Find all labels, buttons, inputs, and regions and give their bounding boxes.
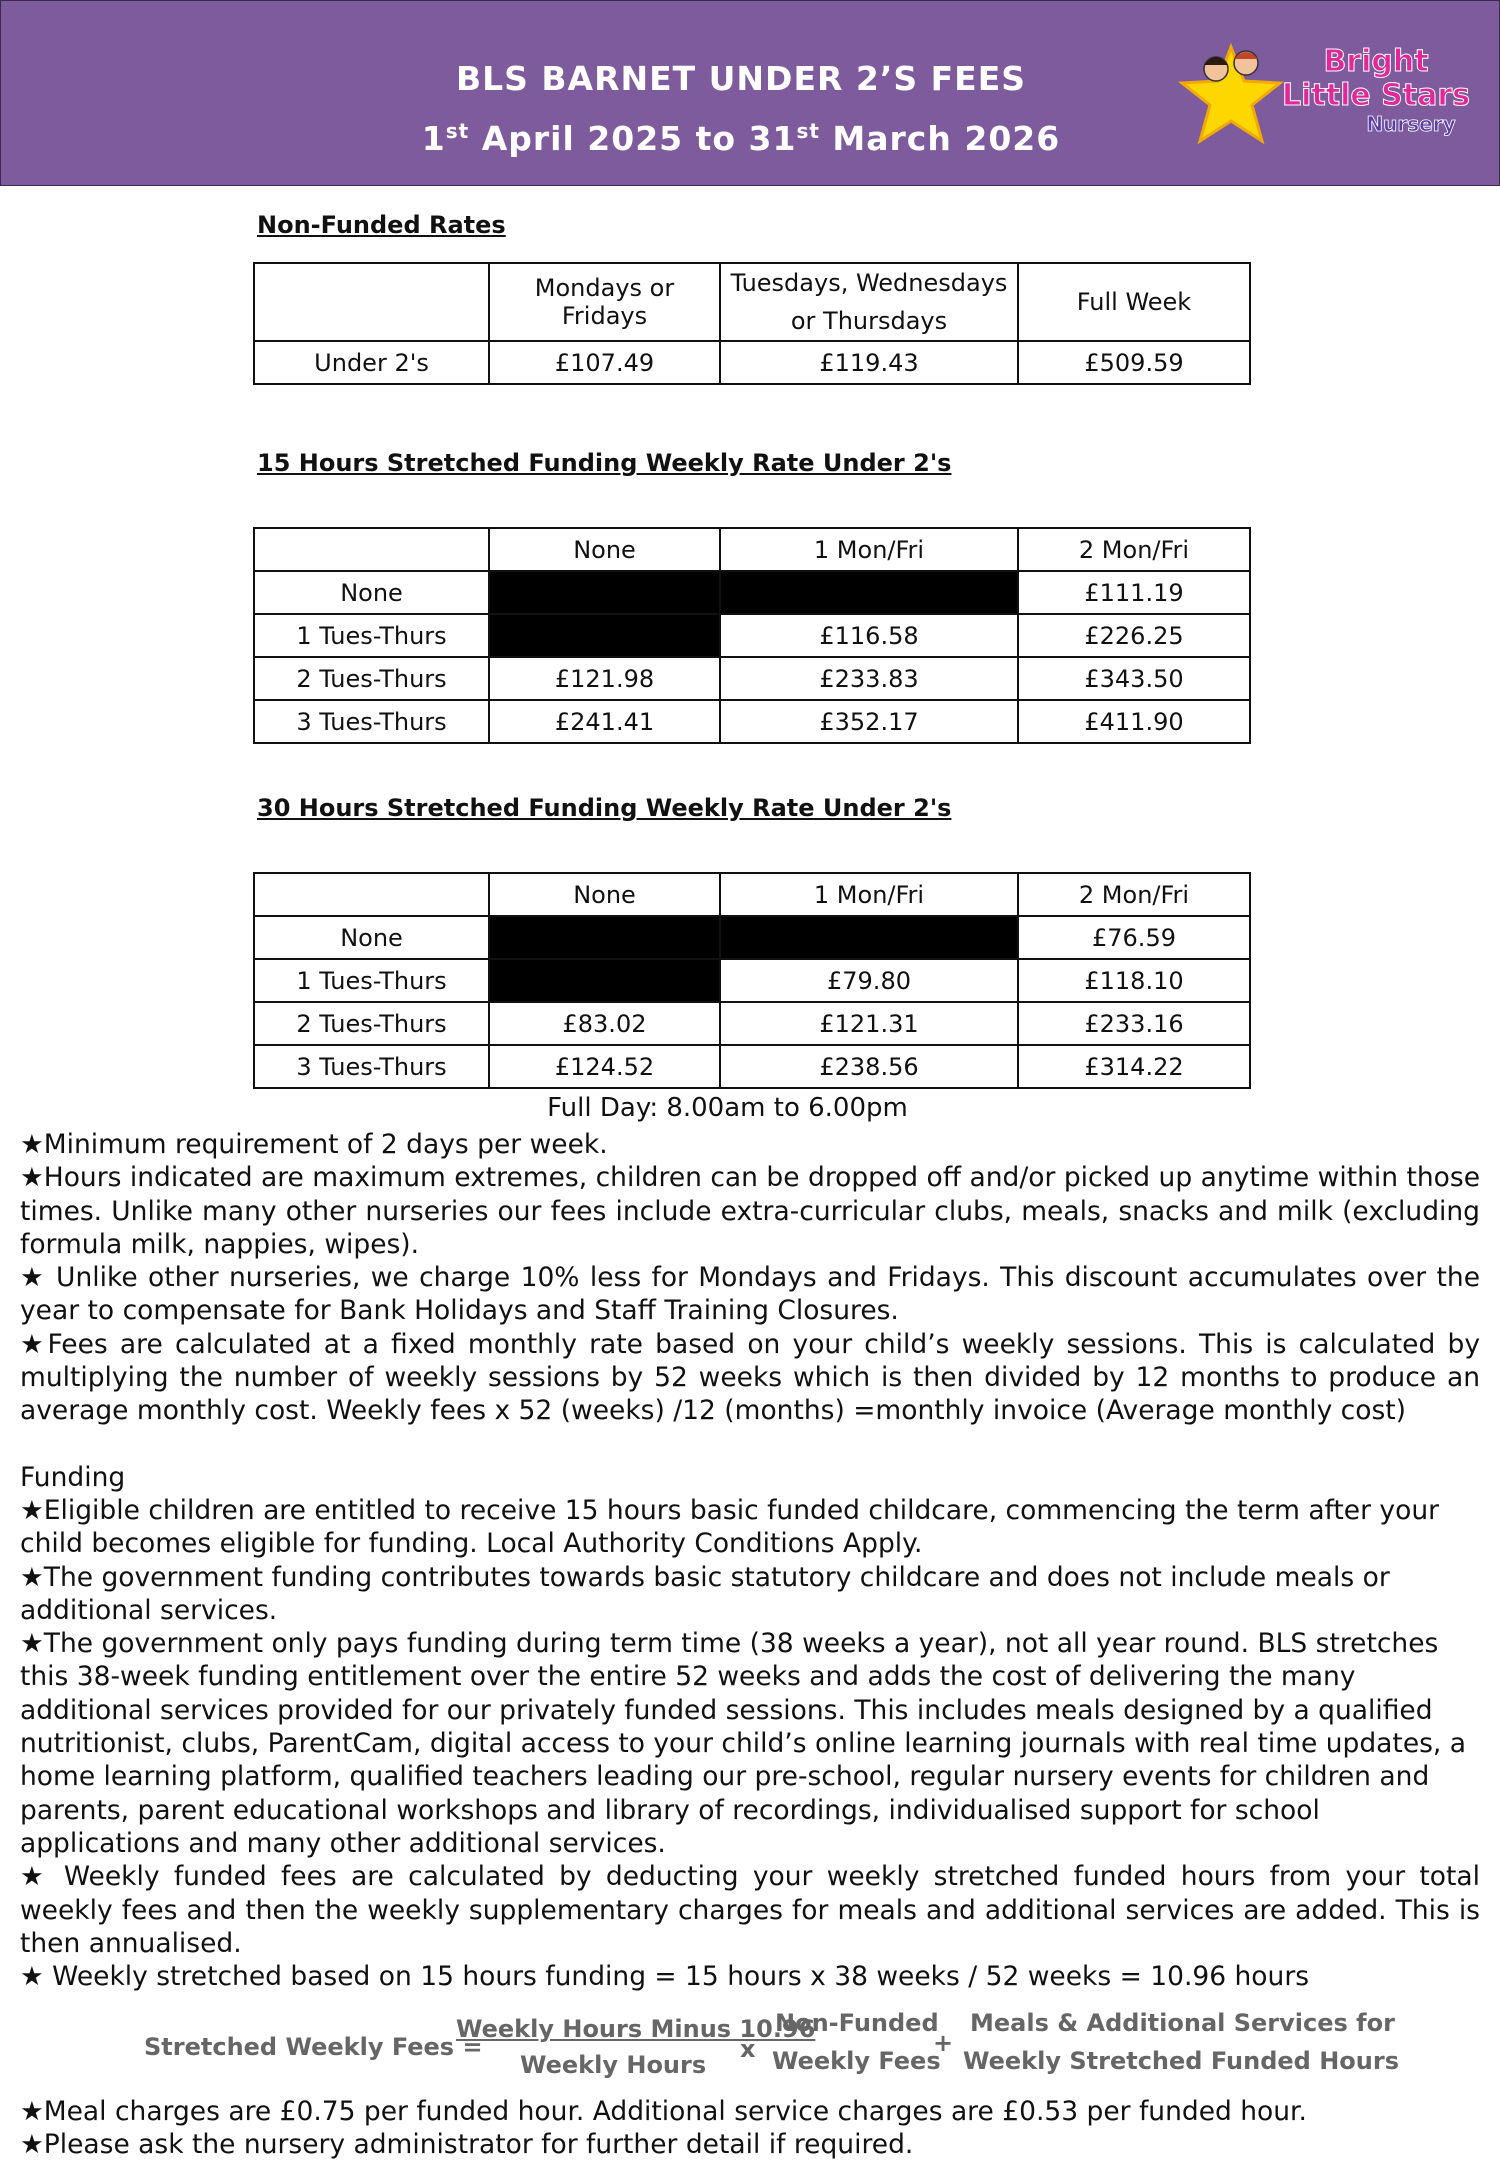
header-cell	[254, 873, 489, 916]
row-label: None	[254, 571, 489, 614]
star-icon	[1182, 47, 1280, 141]
table-row	[254, 959, 1250, 1002]
table-cell: £124.52	[489, 1045, 720, 1088]
note-item: ★ Weekly funded fees are calculated by deducting your weekly stretched funded hours from your total weekly fees and then the weekly supplementary charges for meals and additional services are added. This is then annualised.	[20, 1861, 1480, 1959]
header-cell	[254, 263, 489, 341]
header-cell: Full Week	[1018, 263, 1250, 341]
table-cell: £352.17	[720, 700, 1018, 743]
date-range: 1st April 2025 to 31st March 2026	[421, 119, 1061, 158]
logo-line1: Bright	[1323, 44, 1429, 79]
bright-little-stars-logo	[1176, 39, 1486, 149]
row-label: 3 Tues-Thurs	[254, 700, 489, 743]
table-cell: £226.25	[1018, 614, 1250, 657]
table-cell: £121.98	[489, 657, 720, 700]
formula-lhs: Stretched Weekly Fees =	[144, 2033, 483, 2061]
row-label: 3 Tues-Thurs	[254, 1045, 489, 1088]
note-item: ★The government only pays funding during term time (38 weeks a year), not all year round. BLS stretches this 38-week funding entitlement over the entire 52 weeks and adds the cost of delivering the many additional services provided for our privately funded sessions. This includes meals designed by a qualified nutritionist, clubs, ParentCam, digital access to your child’s online learning journals with real time updates, a home learning platform, qualified teachers leading our pre-school, regular nursery events for children and parents, parent educational workshops and library of recordings, individualised support for school applications and many other additional services.	[20, 1628, 1467, 1859]
formula-nf-top: Non-Funded	[775, 2009, 939, 2037]
note-item: ★The government funding contributes towards basic statutory childcare and does not include meals or additional services.	[20, 1561, 1390, 1626]
blocked-cell	[720, 571, 1018, 614]
note-item: ★Please ask the nursery administrator for further detail if required.	[20, 2129, 914, 2161]
non-funded-title: Non-Funded Rates	[257, 211, 506, 239]
formula-meals-bottom: Weekly Stretched Funded Hours	[963, 2047, 1399, 2075]
header-cell: 1 Mon/Fri	[720, 528, 1018, 571]
table-cell: £118.10	[1018, 959, 1250, 1002]
table-header-row	[254, 528, 1250, 571]
table-cell: £83.02	[489, 1002, 720, 1045]
table-cell: £509.59	[1018, 341, 1250, 384]
table-row	[254, 1002, 1250, 1045]
formula-times: x	[740, 2035, 756, 2063]
table-cell: £241.41	[489, 700, 720, 743]
row-label: None	[254, 916, 489, 959]
note-item: ★Fees are calculated at a fixed monthly rate based on your child’s weekly sessions. This is calculated by multiplying the number of weekly sessions by 52 weeks which is then divided by 12 months to produce an average monthly cost. Weekly fees x 52 (weeks) /12 (months) =monthly invoice (Average monthly cost)	[20, 1328, 1480, 1427]
table-header-row	[254, 263, 1250, 341]
header-cell	[254, 528, 489, 571]
logo-line3: Nursery	[1366, 112, 1456, 136]
table-row	[254, 700, 1250, 743]
funded30-title: 30 Hours Stretched Funding Weekly Rate Under 2's	[257, 794, 952, 822]
row-label: 2 Tues-Thurs	[254, 657, 489, 700]
notes-section	[20, 1128, 1480, 1993]
table-cell: £121.31	[720, 1002, 1018, 1045]
funded30-table	[253, 872, 1251, 1089]
funded15-title: 15 Hours Stretched Funding Weekly Rate Under 2's	[257, 449, 952, 477]
blocked-cell	[489, 571, 720, 614]
formula-nf-bottom: Weekly Fees	[772, 2047, 941, 2075]
formula-plus: +	[933, 2029, 954, 2057]
row-label: 2 Tues-Thurs	[254, 1002, 489, 1045]
table-cell: £116.58	[720, 614, 1018, 657]
header-cell: Tuesdays, Wednesdays or Thursdays	[720, 263, 1018, 341]
blocked-cell	[489, 959, 720, 1002]
formula-denominator: Weekly Hours	[520, 2051, 707, 2079]
table-row	[254, 571, 1250, 614]
formula-meals-top: Meals & Additional Services for	[970, 2009, 1395, 2037]
funding-heading: Funding	[20, 1461, 126, 1493]
table-row	[254, 1045, 1250, 1088]
blocked-cell	[720, 916, 1018, 959]
table-row	[254, 341, 1250, 384]
note-item: ★ Unlike other nurseries, we charge 10% less for Mondays and Fridays. This discount accumulates over the year to compensate for Bank Holidays and Staff Training Closures.	[20, 1262, 1480, 1327]
table-row	[254, 657, 1250, 700]
table-cell: £343.50	[1018, 657, 1250, 700]
table-cell: £233.16	[1018, 1002, 1250, 1045]
header-cell: 2 Mon/Fri	[1018, 873, 1250, 916]
full-day-hours: Full Day: 8.00am to 6.00pm	[547, 1093, 908, 1123]
table-cell: £107.49	[489, 341, 720, 384]
blocked-cell	[489, 916, 720, 959]
table-cell: £411.90	[1018, 700, 1250, 743]
non-funded-table	[253, 262, 1251, 385]
tail-notes	[20, 2095, 1480, 2162]
note-item: ★Hours indicated are maximum extremes, children can be dropped off and/or picked up anytime within those times. Unlike many other nurseries our fees include extra-curricular clubs, meals, snacks and milk (excluding formula milk, nappies, wipes).	[20, 1162, 1480, 1260]
table-cell: £314.22	[1018, 1045, 1250, 1088]
row-label: 1 Tues-Thurs	[254, 959, 489, 1002]
table-cell: £233.83	[720, 657, 1018, 700]
header-cell: None	[489, 528, 720, 571]
header-banner	[0, 0, 1500, 186]
fee-formula	[140, 2005, 1399, 2087]
page-title: BLS BARNET UNDER 2’S FEES	[455, 59, 1027, 98]
table-row	[254, 916, 1250, 959]
table-header-row	[254, 873, 1250, 916]
table-cell: £79.80	[720, 959, 1018, 1002]
table-cell: £238.56	[720, 1045, 1018, 1088]
row-label: Under 2's	[254, 341, 489, 384]
blocked-cell	[489, 614, 720, 657]
note-item: ★Meal charges are £0.75 per funded hour. Additional service charges are £0.53 per funded hour.	[20, 2096, 1307, 2127]
note-item: ★ Weekly stretched based on 15 hours funding = 15 hours x 38 weeks / 52 weeks = 10.96 hours	[20, 1961, 1310, 1993]
row-label: 1 Tues-Thurs	[254, 614, 489, 657]
table-cell: £111.19	[1018, 571, 1250, 614]
note-item: ★Eligible children are entitled to receive 15 hours basic funded childcare, commencing the term after your child becomes eligible for funding. Local Authority Conditions Apply.	[20, 1494, 1440, 1560]
header-cell: None	[489, 873, 720, 916]
header-cell: Mondays or Fridays	[489, 263, 720, 341]
header-cell: 1 Mon/Fri	[720, 873, 1018, 916]
table-row	[254, 614, 1250, 657]
header-cell: 2 Mon/Fri	[1018, 528, 1250, 571]
formula-numerator: Weekly Hours Minus 10.96	[456, 2015, 816, 2043]
logo-line2: Little Stars	[1282, 78, 1470, 113]
table-cell: £119.43	[720, 341, 1018, 384]
table-cell: £76.59	[1018, 916, 1250, 959]
funded15-table	[253, 527, 1251, 744]
note-item: ★Minimum requirement of 2 days per week.	[20, 1129, 608, 1160]
